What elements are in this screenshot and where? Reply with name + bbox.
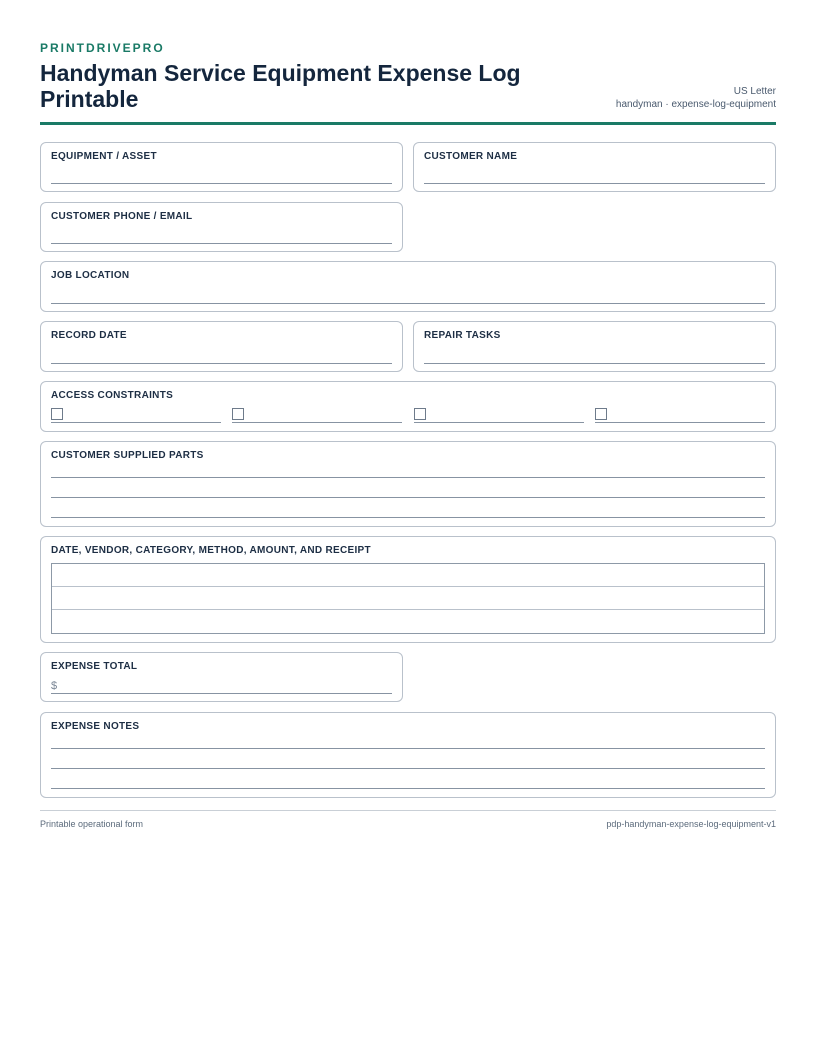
customer-parts-line-2[interactable] — [51, 497, 765, 498]
customer-name-label: CUSTOMER NAME — [424, 151, 518, 162]
customer-name-write-line[interactable] — [424, 183, 765, 184]
constraint-option-2[interactable] — [232, 407, 402, 423]
customer-contact-write-line[interactable] — [51, 243, 392, 244]
constraint-option-3[interactable] — [414, 407, 584, 423]
repair-tasks-write-line[interactable] — [424, 363, 765, 364]
expense-table-label: DATE, VENDOR, CATEGORY, METHOD, AMOUNT, AND RECEIPT — [51, 545, 371, 556]
expense-table-field — [40, 536, 776, 643]
record-date-write-line[interactable] — [51, 363, 392, 364]
job-location-write-line[interactable] — [51, 303, 765, 304]
equipment-label: EQUIPMENT / ASSET — [51, 151, 157, 162]
expense-table — [51, 563, 765, 634]
constraint-line-1 — [51, 422, 221, 423]
expense-notes-line-1[interactable] — [51, 748, 765, 749]
page-meta — [616, 85, 776, 111]
access-constraints-label: ACCESS CONSTRAINTS — [51, 390, 174, 401]
expense-notes-line-2[interactable] — [51, 768, 765, 769]
checkbox-4[interactable] — [595, 408, 607, 420]
customer-parts-field[interactable] — [40, 441, 776, 527]
header-rule — [40, 122, 776, 125]
repair-tasks-label: REPAIR TASKS — [424, 330, 501, 341]
constraint-option-4[interactable] — [595, 407, 765, 423]
expense-total-label: EXPENSE TOTAL — [51, 661, 138, 672]
record-date-field[interactable] — [40, 321, 403, 372]
repair-tasks-field[interactable] — [413, 321, 776, 372]
record-date-label: RECORD DATE — [51, 330, 127, 341]
customer-name-field[interactable] — [413, 142, 776, 192]
paper-size: US Letter — [733, 86, 776, 97]
customer-parts-line-3[interactable] — [51, 517, 765, 518]
expense-notes-field[interactable] — [40, 712, 776, 798]
expense-total-field[interactable] — [40, 652, 403, 702]
expense-total-write-line[interactable] — [51, 693, 392, 694]
checkbox-1[interactable] — [51, 408, 63, 420]
brand-name: PRINTDRIVEPRO — [40, 41, 165, 55]
checkbox-2[interactable] — [232, 408, 244, 420]
job-location-field[interactable] — [40, 261, 776, 312]
constraint-line-3 — [414, 422, 584, 423]
expense-notes-label: EXPENSE NOTES — [51, 721, 140, 732]
constraint-option-1[interactable] — [51, 407, 221, 423]
table-row[interactable] — [52, 564, 764, 587]
page-title: Handyman Service Equipment Expense Log Printable — [40, 60, 521, 112]
constraint-line-4 — [595, 422, 765, 423]
customer-contact-label: CUSTOMER PHONE / EMAIL — [51, 211, 193, 222]
job-location-label: JOB LOCATION — [51, 270, 130, 281]
customer-parts-label: CUSTOMER SUPPLIED PARTS — [51, 450, 204, 461]
equipment-write-line[interactable] — [51, 183, 392, 184]
table-row[interactable] — [52, 610, 764, 633]
footer-left: Printable operational form — [40, 819, 144, 829]
currency-symbol: $ — [51, 680, 58, 692]
form-tags: handyman · expense-log-equipment — [615, 99, 776, 110]
customer-contact-field[interactable] — [40, 202, 403, 252]
equipment-field[interactable] — [40, 142, 403, 192]
table-row[interactable] — [52, 587, 764, 610]
footer-rule — [40, 810, 776, 811]
expense-notes-line-3[interactable] — [51, 788, 765, 789]
footer-form-id: pdp-handyman-expense-log-equipment-v1 — [606, 819, 776, 829]
constraint-line-2 — [232, 422, 402, 423]
access-constraints-field — [40, 381, 776, 432]
customer-parts-line-1[interactable] — [51, 477, 765, 478]
checkbox-3[interactable] — [414, 408, 426, 420]
